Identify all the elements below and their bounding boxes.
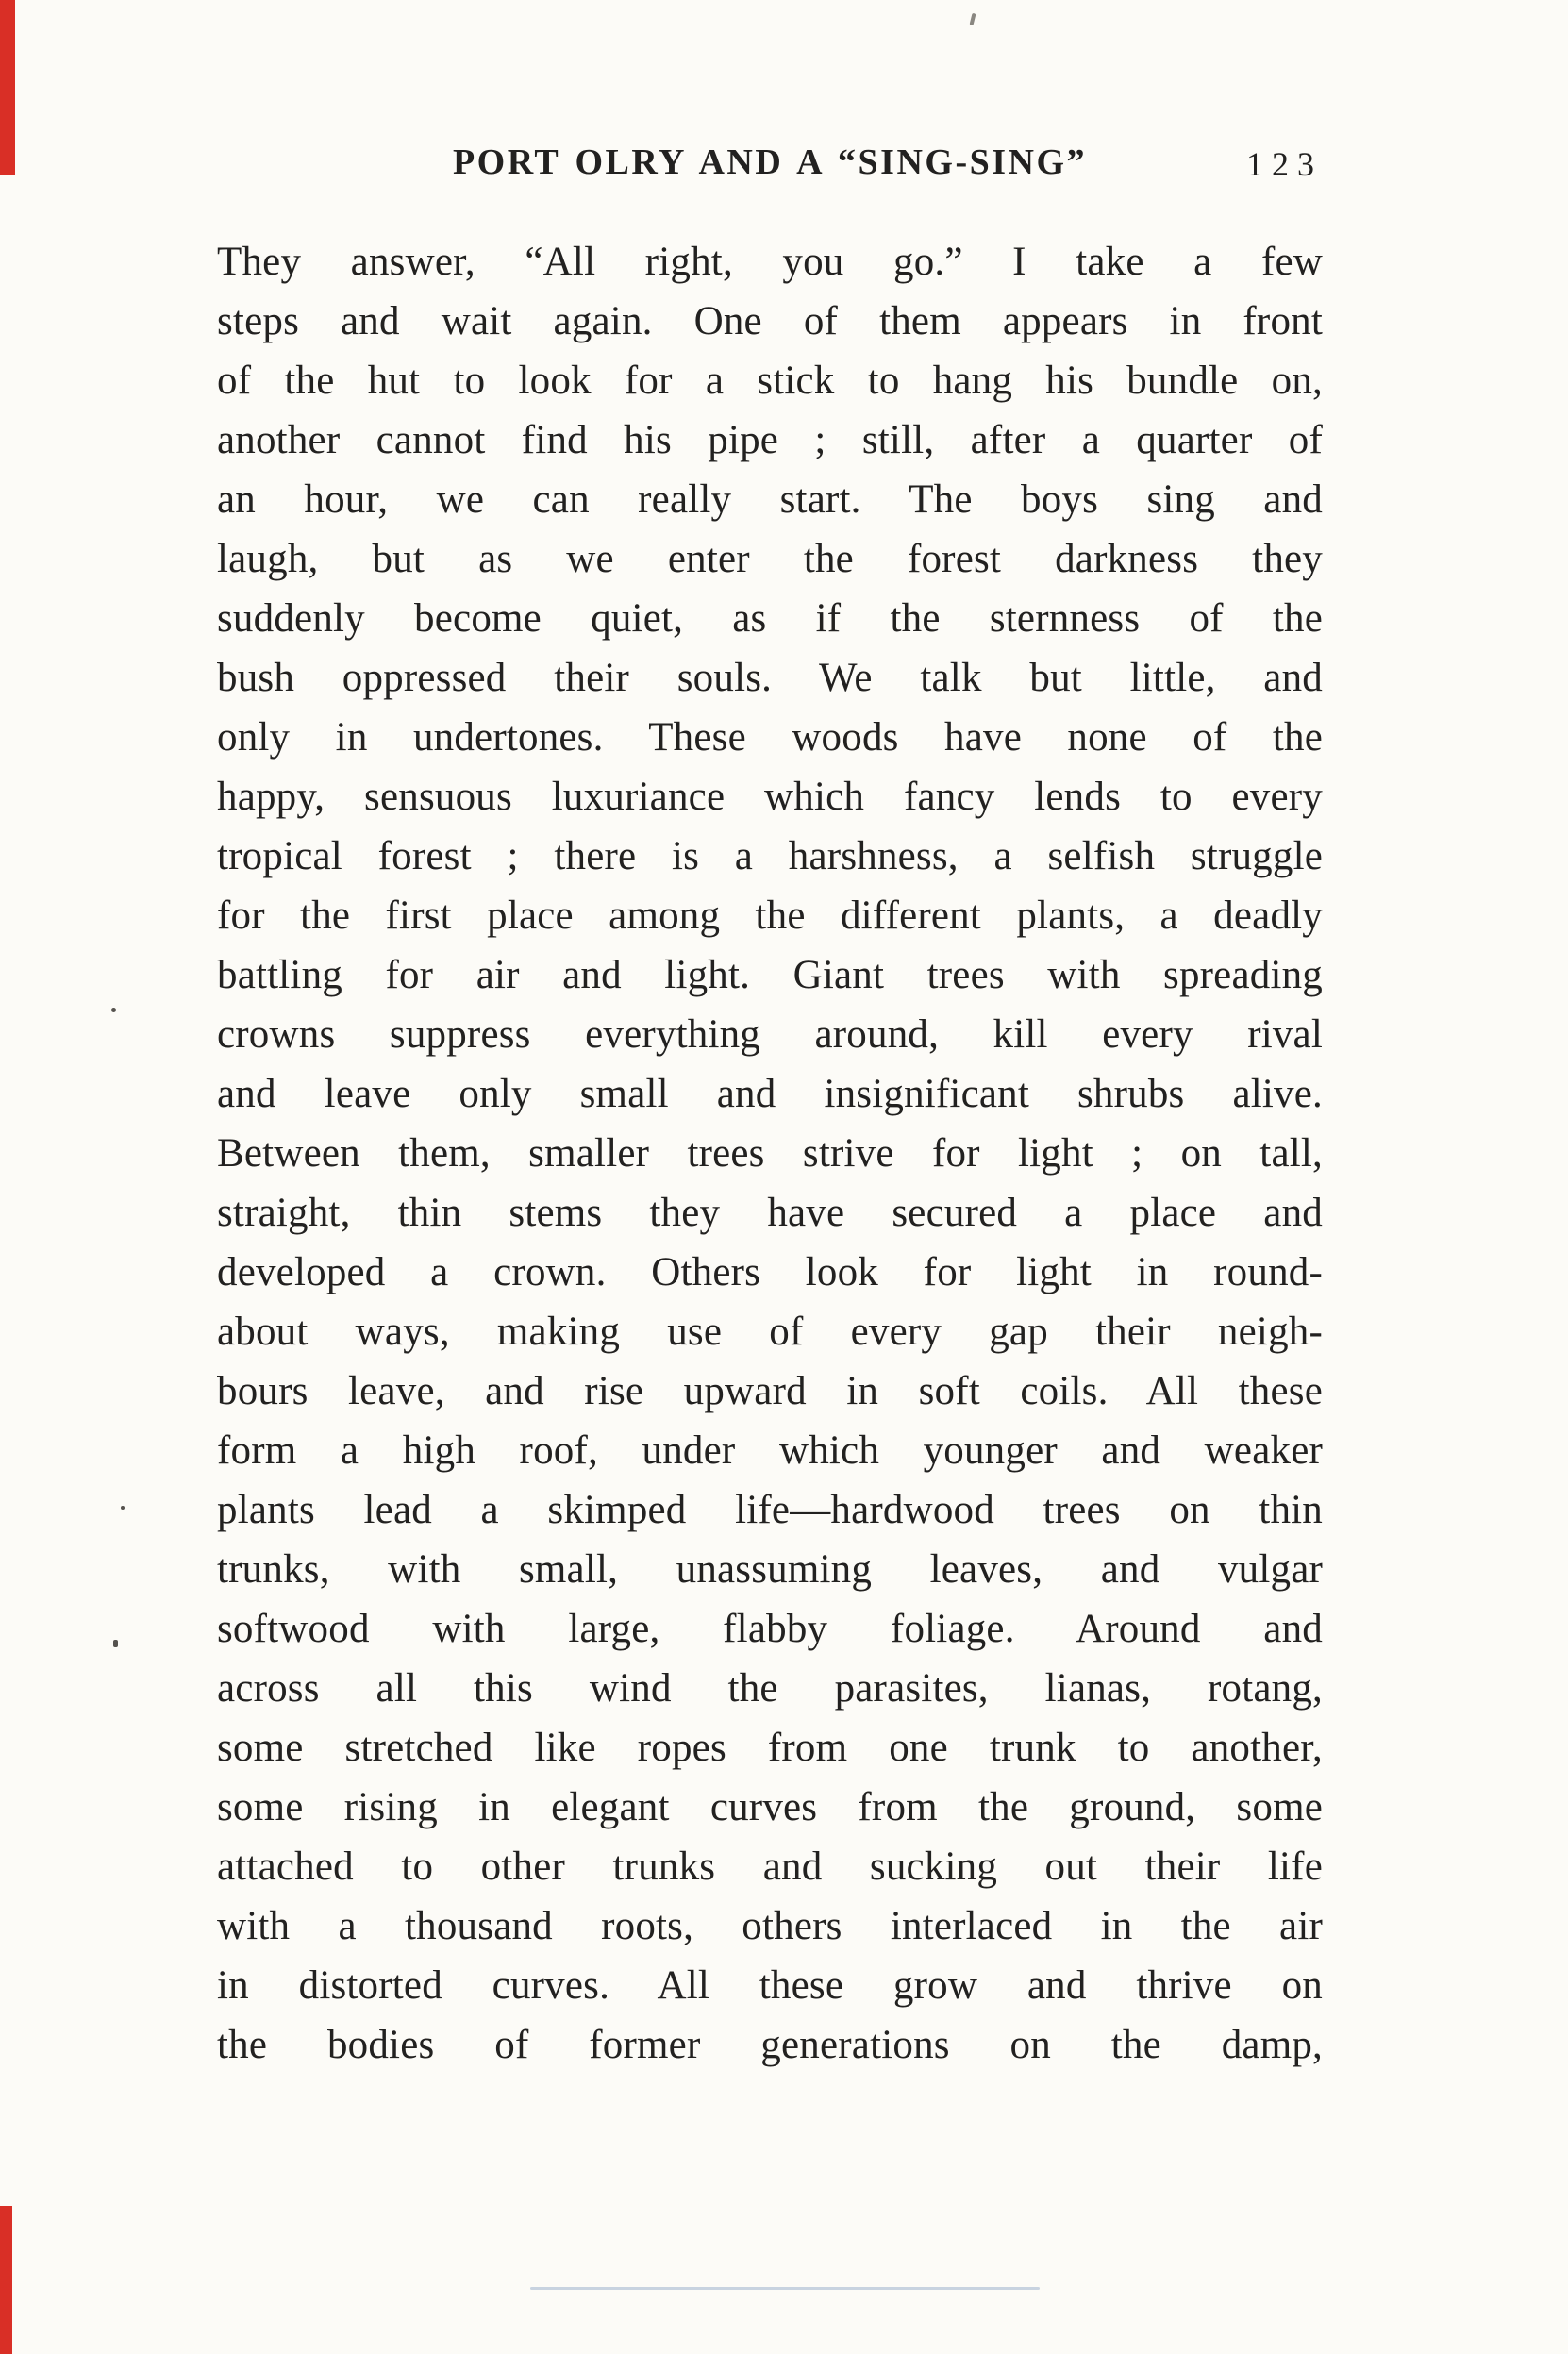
page-content bbox=[217, 142, 1323, 2075]
text-line: only in undertones. These woods have none of the bbox=[217, 715, 1323, 760]
text-line: across all this wind the parasites, lianas, rotang, bbox=[217, 1666, 1323, 1711]
scan-speck bbox=[111, 1008, 116, 1012]
text-line: of the hut to look for a stick to hang his bundle on, bbox=[217, 359, 1323, 403]
text-line: with a thousand roots, others interlaced in the air bbox=[217, 1904, 1323, 1948]
text-line: and leave only small and insignificant shrubs alive. bbox=[217, 1072, 1323, 1116]
body-text bbox=[217, 232, 1323, 2075]
text-line: trunks, with small, unassuming leaves, and vulgar bbox=[217, 1547, 1323, 1592]
text-line: straight, thin stems they have secured a place and bbox=[217, 1191, 1323, 1235]
text-line: some stretched like ropes from one trunk to another, bbox=[217, 1726, 1323, 1770]
scan-speck bbox=[113, 1640, 118, 1647]
text-line: They answer, “All right, you go.” I take a few bbox=[217, 240, 1323, 284]
text-line: plants lead a skimped life—hardwood trees on thin bbox=[217, 1488, 1323, 1532]
text-line: happy, sensuous luxuriance which fancy lends to every bbox=[217, 775, 1323, 819]
text-line: crowns suppress everything around, kill every rival bbox=[217, 1012, 1323, 1057]
text-line: an hour, we can really start. The boys sing and bbox=[217, 477, 1323, 522]
text-line: laugh, but as we enter the forest darkness they bbox=[217, 537, 1323, 581]
text-line: battling for air and light. Giant trees with spreading bbox=[217, 953, 1323, 997]
page-number: 123 bbox=[1246, 145, 1323, 183]
text-line: Between them, smaller trees strive for light ; on tall, bbox=[217, 1131, 1323, 1176]
text-line: steps and wait again. One of them appears in front bbox=[217, 299, 1323, 343]
text-line: another cannot find his pipe ; still, after a quarter of bbox=[217, 418, 1323, 462]
text-line: for the first place among the different plants, a deadly bbox=[217, 893, 1323, 938]
text-line: bours leave, and rise upward in soft coils. All these bbox=[217, 1369, 1323, 1413]
show-through-line bbox=[530, 2287, 1040, 2290]
text-line: form a high roof, under which younger and weaker bbox=[217, 1428, 1323, 1473]
scan-red-mark-top bbox=[0, 0, 15, 175]
scan-speck bbox=[969, 13, 976, 26]
text-line: attached to other trunks and sucking out their life bbox=[217, 1845, 1323, 1889]
page-header bbox=[217, 142, 1323, 196]
scan-speck bbox=[121, 1506, 125, 1510]
text-line: tropical forest ; there is a harshness, a selfish struggle bbox=[217, 834, 1323, 878]
scan-red-mark-bottom bbox=[0, 2206, 12, 2354]
text-line: in distorted curves. All these grow and thrive on bbox=[217, 1963, 1323, 2008]
text-line: about ways, making use of every gap their neigh- bbox=[217, 1310, 1323, 1354]
text-line: suddenly become quiet, as if the sternness of the bbox=[217, 596, 1323, 641]
running-title: PORT OLRY AND A “SING-SING” bbox=[452, 142, 1088, 182]
text-line: developed a crown. Others look for light in round- bbox=[217, 1250, 1323, 1294]
text-line: softwood with large, flabby foliage. Around and bbox=[217, 1607, 1323, 1651]
text-line: the bodies of former generations on the damp, bbox=[217, 2023, 1323, 2067]
text-line: some rising in elegant curves from the ground, some bbox=[217, 1785, 1323, 1829]
text-line: bush oppressed their souls. We talk but little, and bbox=[217, 656, 1323, 700]
